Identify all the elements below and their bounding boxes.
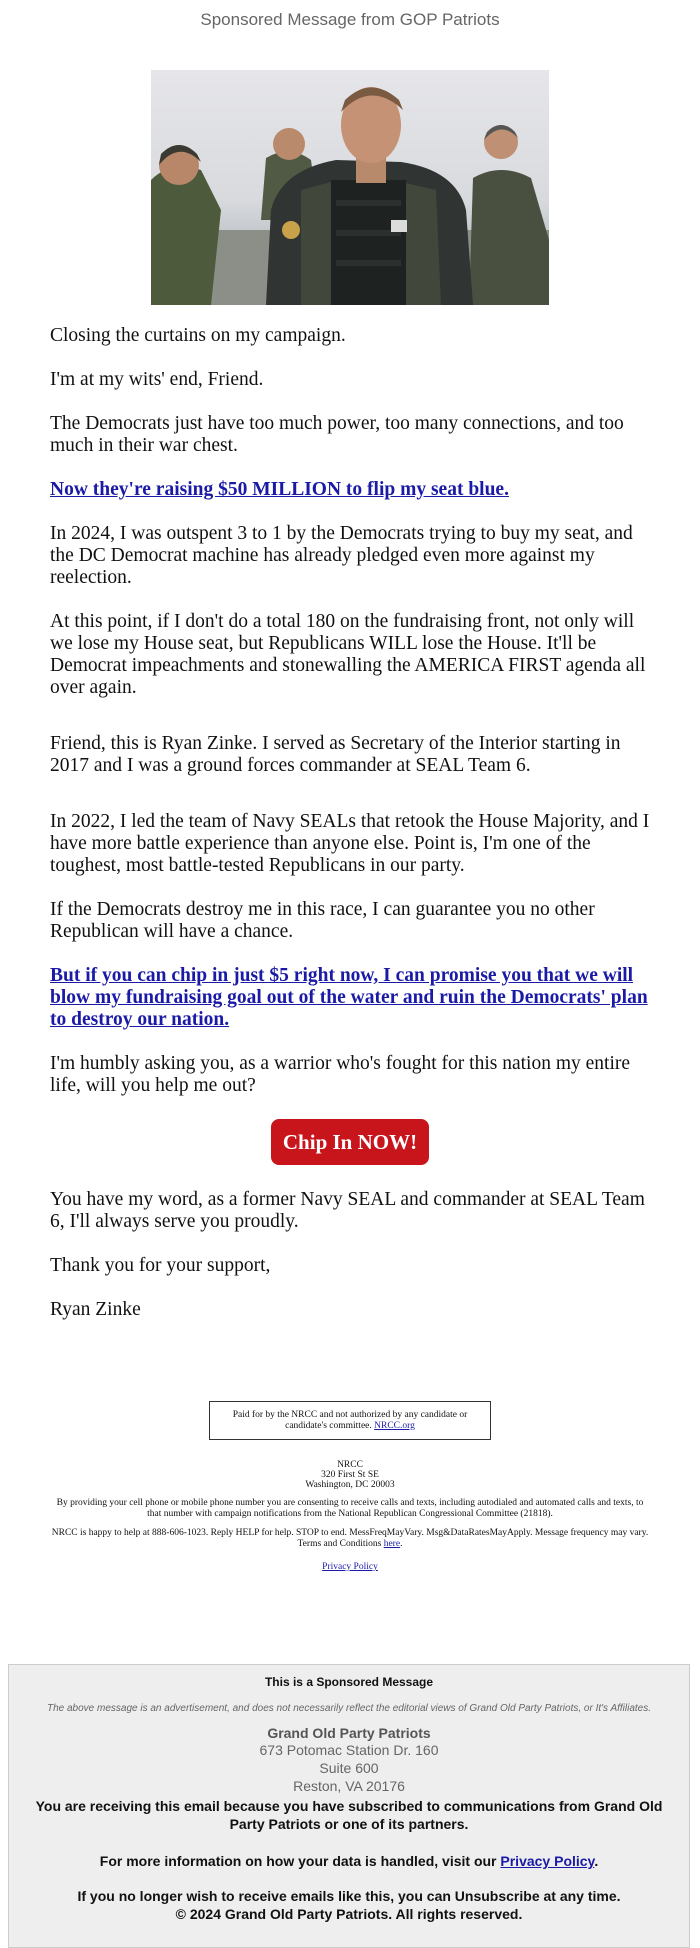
- footer-address-line: Suite 600: [319, 1760, 379, 1776]
- footer-receiving-notice: You are receiving this email because you have subscribed to communications from Grand Old Party Patriots or one of its partners.: [35, 1798, 663, 1832]
- paragraph: Friend, this is Ryan Zinke. I served as Secretary of the Interior starting in 2017 and I was a ground forces commander at SEAL Team 6.: [50, 733, 621, 776]
- paragraph: At this point, if I don't do a total 180 on the fundraising front, not only will we lose my House seat, but Republicans WILL lose the House. It'll be Democrat impeachments and stonewalling the AMERICA FIRST agenda all over again.: [50, 611, 646, 698]
- terms-link[interactable]: here: [383, 1539, 401, 1549]
- nrcc-address: [0, 1460, 700, 1490]
- footer-org: Grand Old Party Patriots: [267, 1725, 431, 1741]
- help-text: NRCC is happy to help at 888-606-1023. Reply HELP for help. STOP to end. MessFreqMayVary. Msg&DataRatesMayApply. Message frequency may vary. Terms and Conditions here.: [51, 1528, 649, 1549]
- nrcc-city: Washington, DC 20003: [305, 1480, 395, 1490]
- donation-link[interactable]: Now they're raising $50 MILLION to flip my seat blue.: [50, 479, 509, 500]
- footer-address-line: 673 Potomac Station Dr. 160: [259, 1742, 439, 1758]
- footer-address-line: Reston, VA 20176: [293, 1778, 405, 1794]
- paragraph: I'm at my wits' end, Friend.: [50, 369, 264, 390]
- paid-for-text: Paid for by the NRCC and not authorized by any candidate or candidate's committee.: [232, 1410, 468, 1431]
- sponsored-footer: [8, 1664, 690, 1948]
- sponsor-header: Sponsored Message from GOP Patriots: [200, 10, 500, 29]
- paragraph: If the Democrats destroy me in this race, I can guarantee you no other Republican will have a chance.: [50, 899, 595, 942]
- consent-text: By providing your cell phone or mobile phone number you are consenting to receive calls and texts, including autodialed and automated calls and texts, to that number with campaign notifications from the National Republican Congressional Committee (21818).: [56, 1498, 644, 1519]
- footer-privacy-link[interactable]: Privacy Policy: [500, 1853, 595, 1869]
- chip-in-link[interactable]: But if you can chip in just $5 right now, I can promise you that we will blow my fundraising goal out of the water and ruin the Democrats' plan to destroy our nation.: [50, 965, 648, 1030]
- nrcc-street: 320 First St SE: [321, 1470, 379, 1480]
- footer-more-info: For more information on how your data is handled, visit our Privacy Policy.: [99, 1853, 599, 1869]
- letter-body: [50, 325, 650, 1321]
- unsubscribe-text[interactable]: If you no longer wish to receive emails like this, you can Unsubscribe at any time.: [77, 1888, 621, 1904]
- paragraph: In 2022, I led the team of Navy SEALs that retook the House Majority, and I have more battle experience than anyone else. Point is, I'm one of the toughest, most battle-tested Republicans in our party.: [50, 811, 650, 876]
- paragraph: You have my word, as a former Navy SEAL and commander at SEAL Team 6, I'll always serve you proudly.: [50, 1189, 645, 1232]
- legal-section: [0, 1460, 700, 1573]
- footer-title: This is a Sponsored Message: [264, 1675, 434, 1689]
- hero-photo: [151, 70, 549, 305]
- copyright: © 2024 Grand Old Party Patriots. All rights reserved.: [175, 1906, 523, 1922]
- chip-in-button[interactable]: Chip In NOW!: [271, 1119, 429, 1165]
- footer-unsubscribe: [9, 1887, 689, 1923]
- paragraph: Closing the curtains on my campaign.: [50, 325, 346, 346]
- nrcc-org: NRCC: [337, 1460, 363, 1470]
- paragraph: Thank you for your support,: [50, 1255, 271, 1276]
- footer-disclaimer: The above message is an advertisement, and does not necessarily reflect the editorial views of Grand Old Party Patriots, or It's Affiliates.: [46, 1703, 652, 1714]
- paragraph: The Democrats just have too much power, too many connections, and too much in their war chest.: [50, 413, 624, 456]
- nrcc-link[interactable]: NRCC.org: [374, 1421, 415, 1431]
- signature: Ryan Zinke: [50, 1299, 141, 1320]
- paragraph: I'm humbly asking you, as a warrior who's fought for this nation my entire life, will you help me out?: [50, 1053, 631, 1096]
- paid-for-disclaimer: [209, 1401, 491, 1440]
- paragraph: In 2024, I was outspent 3 to 1 by the Democrats trying to buy my seat, and the DC Democrat machine has already pledged even more against my reelection.: [50, 523, 633, 588]
- privacy-policy-link[interactable]: Privacy Policy: [322, 1562, 378, 1572]
